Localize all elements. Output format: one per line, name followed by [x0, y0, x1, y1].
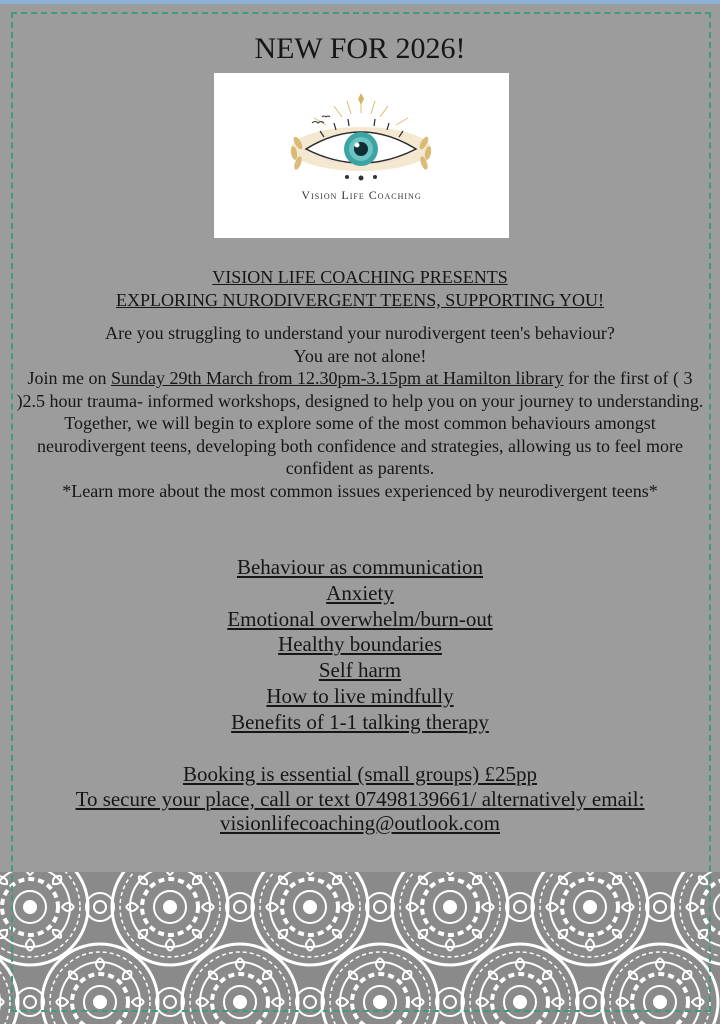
workshop-title: EXPLORING NURODIVERGENT TEENS, SUPPORTING YOU!: [115, 290, 605, 310]
reassurance: You are not alone!: [293, 345, 427, 366]
learn-more: *Learn more about the most common issues experienced by neurodivergent teens*: [62, 480, 658, 501]
booking-price: Booking is essential (small groups) £25pp: [182, 762, 538, 786]
workshop-aim: Together, we will begin to explore some of the most common behaviours amongst neurodivergent teens, developing both confidence and strategies, allowing us to feel more confident as parents.: [37, 413, 683, 478]
topic-item: Behaviour as communication: [236, 555, 484, 579]
booking-info: [12, 762, 708, 836]
topic-item: How to live mindfully: [266, 683, 454, 708]
top-border-strip: [0, 0, 720, 4]
logo-text: Vision Life Coaching: [301, 188, 422, 202]
event-date-location: Sunday 29th March from 12.30pm-3.15pm at Hamilton library: [111, 368, 564, 388]
topic-list: [12, 555, 708, 736]
page-title: NEW FOR 2026!: [254, 32, 466, 65]
mandala-pattern: [0, 872, 720, 1024]
topic-item: Anxiety: [326, 580, 394, 605]
presents-line: VISION LIFE COACHING PRESENTS: [212, 267, 508, 287]
presents-heading: [12, 266, 708, 312]
topic-item: Benefits of 1-1 talking therapy: [231, 709, 489, 734]
intro-question: Are you struggling to understand your nurodivergent teen's behaviour?: [105, 323, 615, 343]
logo-card: [214, 73, 509, 238]
eye-logo-icon: [214, 73, 509, 193]
topic-item: Healthy boundaries: [278, 632, 442, 657]
topic-item: Self harm: [318, 658, 402, 683]
booking-contact: To secure your place, call or text 07498139661/ alternatively email:: [75, 786, 645, 811]
topic-item: Emotional overwhelm/burn-out: [227, 606, 493, 631]
booking-email: visionlifecoaching@outlook.com: [219, 811, 501, 835]
description: [12, 322, 708, 502]
event-details: Join me on Sunday 29th March from 12.30pm-3.15pm at Hamilton library for the first of ( 3 )2.5 hour trauma- informed workshops, designed to help you on your journey to understanding.: [16, 368, 704, 411]
